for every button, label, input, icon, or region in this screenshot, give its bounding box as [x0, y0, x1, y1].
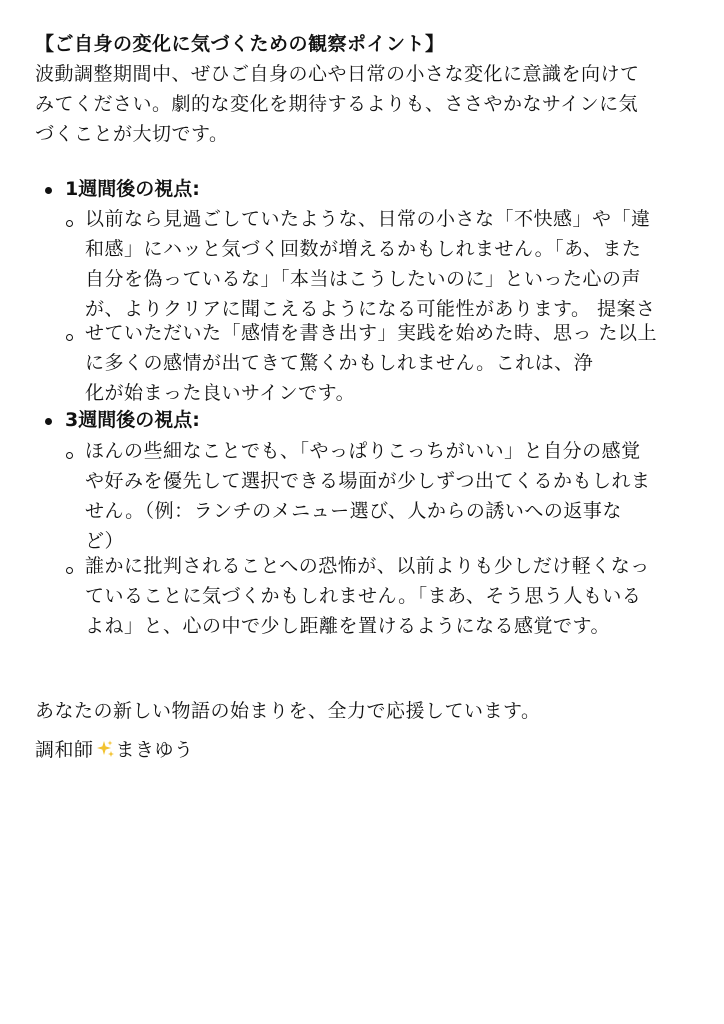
item-line: ほんの些細なことでも、「やっぱりこっちがいい」と自分の感覚 — [85, 440, 641, 462]
circle-bullet-icon — [66, 220, 73, 227]
signature-prefix: 調和師 — [35, 739, 94, 761]
intro-line: みてください。劇的な変化を期待するよりも、ささやかなサインに気 — [35, 93, 639, 115]
intro-line: 波動調整期間中、ぜひご自身の心や日常の小さな変化に意識を向けて — [35, 63, 640, 85]
intro-line: づくことが大切です。 — [35, 123, 229, 145]
item-line: や好みを優先して選択できる場面が少しずつ出てくるかもしれま — [85, 470, 651, 492]
signature-name: まきゆう — [115, 739, 194, 761]
item-line: 誰かに批判されることへの恐怖が、以前よりも少しだけ軽くなっ — [85, 555, 650, 577]
item-line: ど） — [85, 530, 125, 552]
circle-bullet-icon — [66, 452, 73, 459]
signature — [35, 735, 700, 765]
bullet-icon — [45, 187, 52, 194]
circle-bullet-icon — [66, 334, 73, 341]
item-line: せん。（例：ランチのメニュー選び、人からの誘いへの返事な — [85, 500, 622, 522]
section-label: 1週間後の視点: — [65, 178, 200, 200]
closing-text: あなたの新しい物語の始まりを、全力で応援しています。 — [35, 700, 541, 722]
item-line: 自分を偽っているな」「本当はこうしたいのに」といった心の声 — [85, 268, 642, 290]
item-line: せていただいた「感情を書き出す」実践を始めた時、思っ た以上 — [85, 322, 658, 344]
item-line: が、よりクリアに聞こえるようになる可能性があります。 提案さ — [85, 298, 656, 320]
item-line: に多くの感情が出てきて驚くかもしれません。これは、浄 — [85, 352, 594, 374]
item-line: よね」と、心の中で少し距離を置けるようになる感覚です。 — [85, 615, 610, 637]
intro-paragraph — [35, 59, 700, 149]
bullet-icon — [45, 418, 52, 425]
page-title: 【ご自身の変化に気づくための観察ポイント】 — [35, 33, 445, 55]
item-line: 化が始まった良いサインです。 — [85, 382, 356, 404]
item-line: ていることに気づくかもしれません。「まあ、そう思う人もいる — [85, 585, 642, 607]
section-label: 3週間後の視点: — [65, 409, 200, 431]
closing-line — [35, 696, 700, 726]
sparkles-icon — [95, 738, 115, 758]
item-line: 以前なら見過ごしていたような、日常の小さな「不快感」や「違 — [85, 208, 651, 230]
circle-bullet-icon — [66, 567, 73, 574]
item-line: 和感」にハッと気づく回数が増えるかもしれません。「あ、また — [85, 238, 642, 260]
signature-line — [35, 735, 700, 765]
